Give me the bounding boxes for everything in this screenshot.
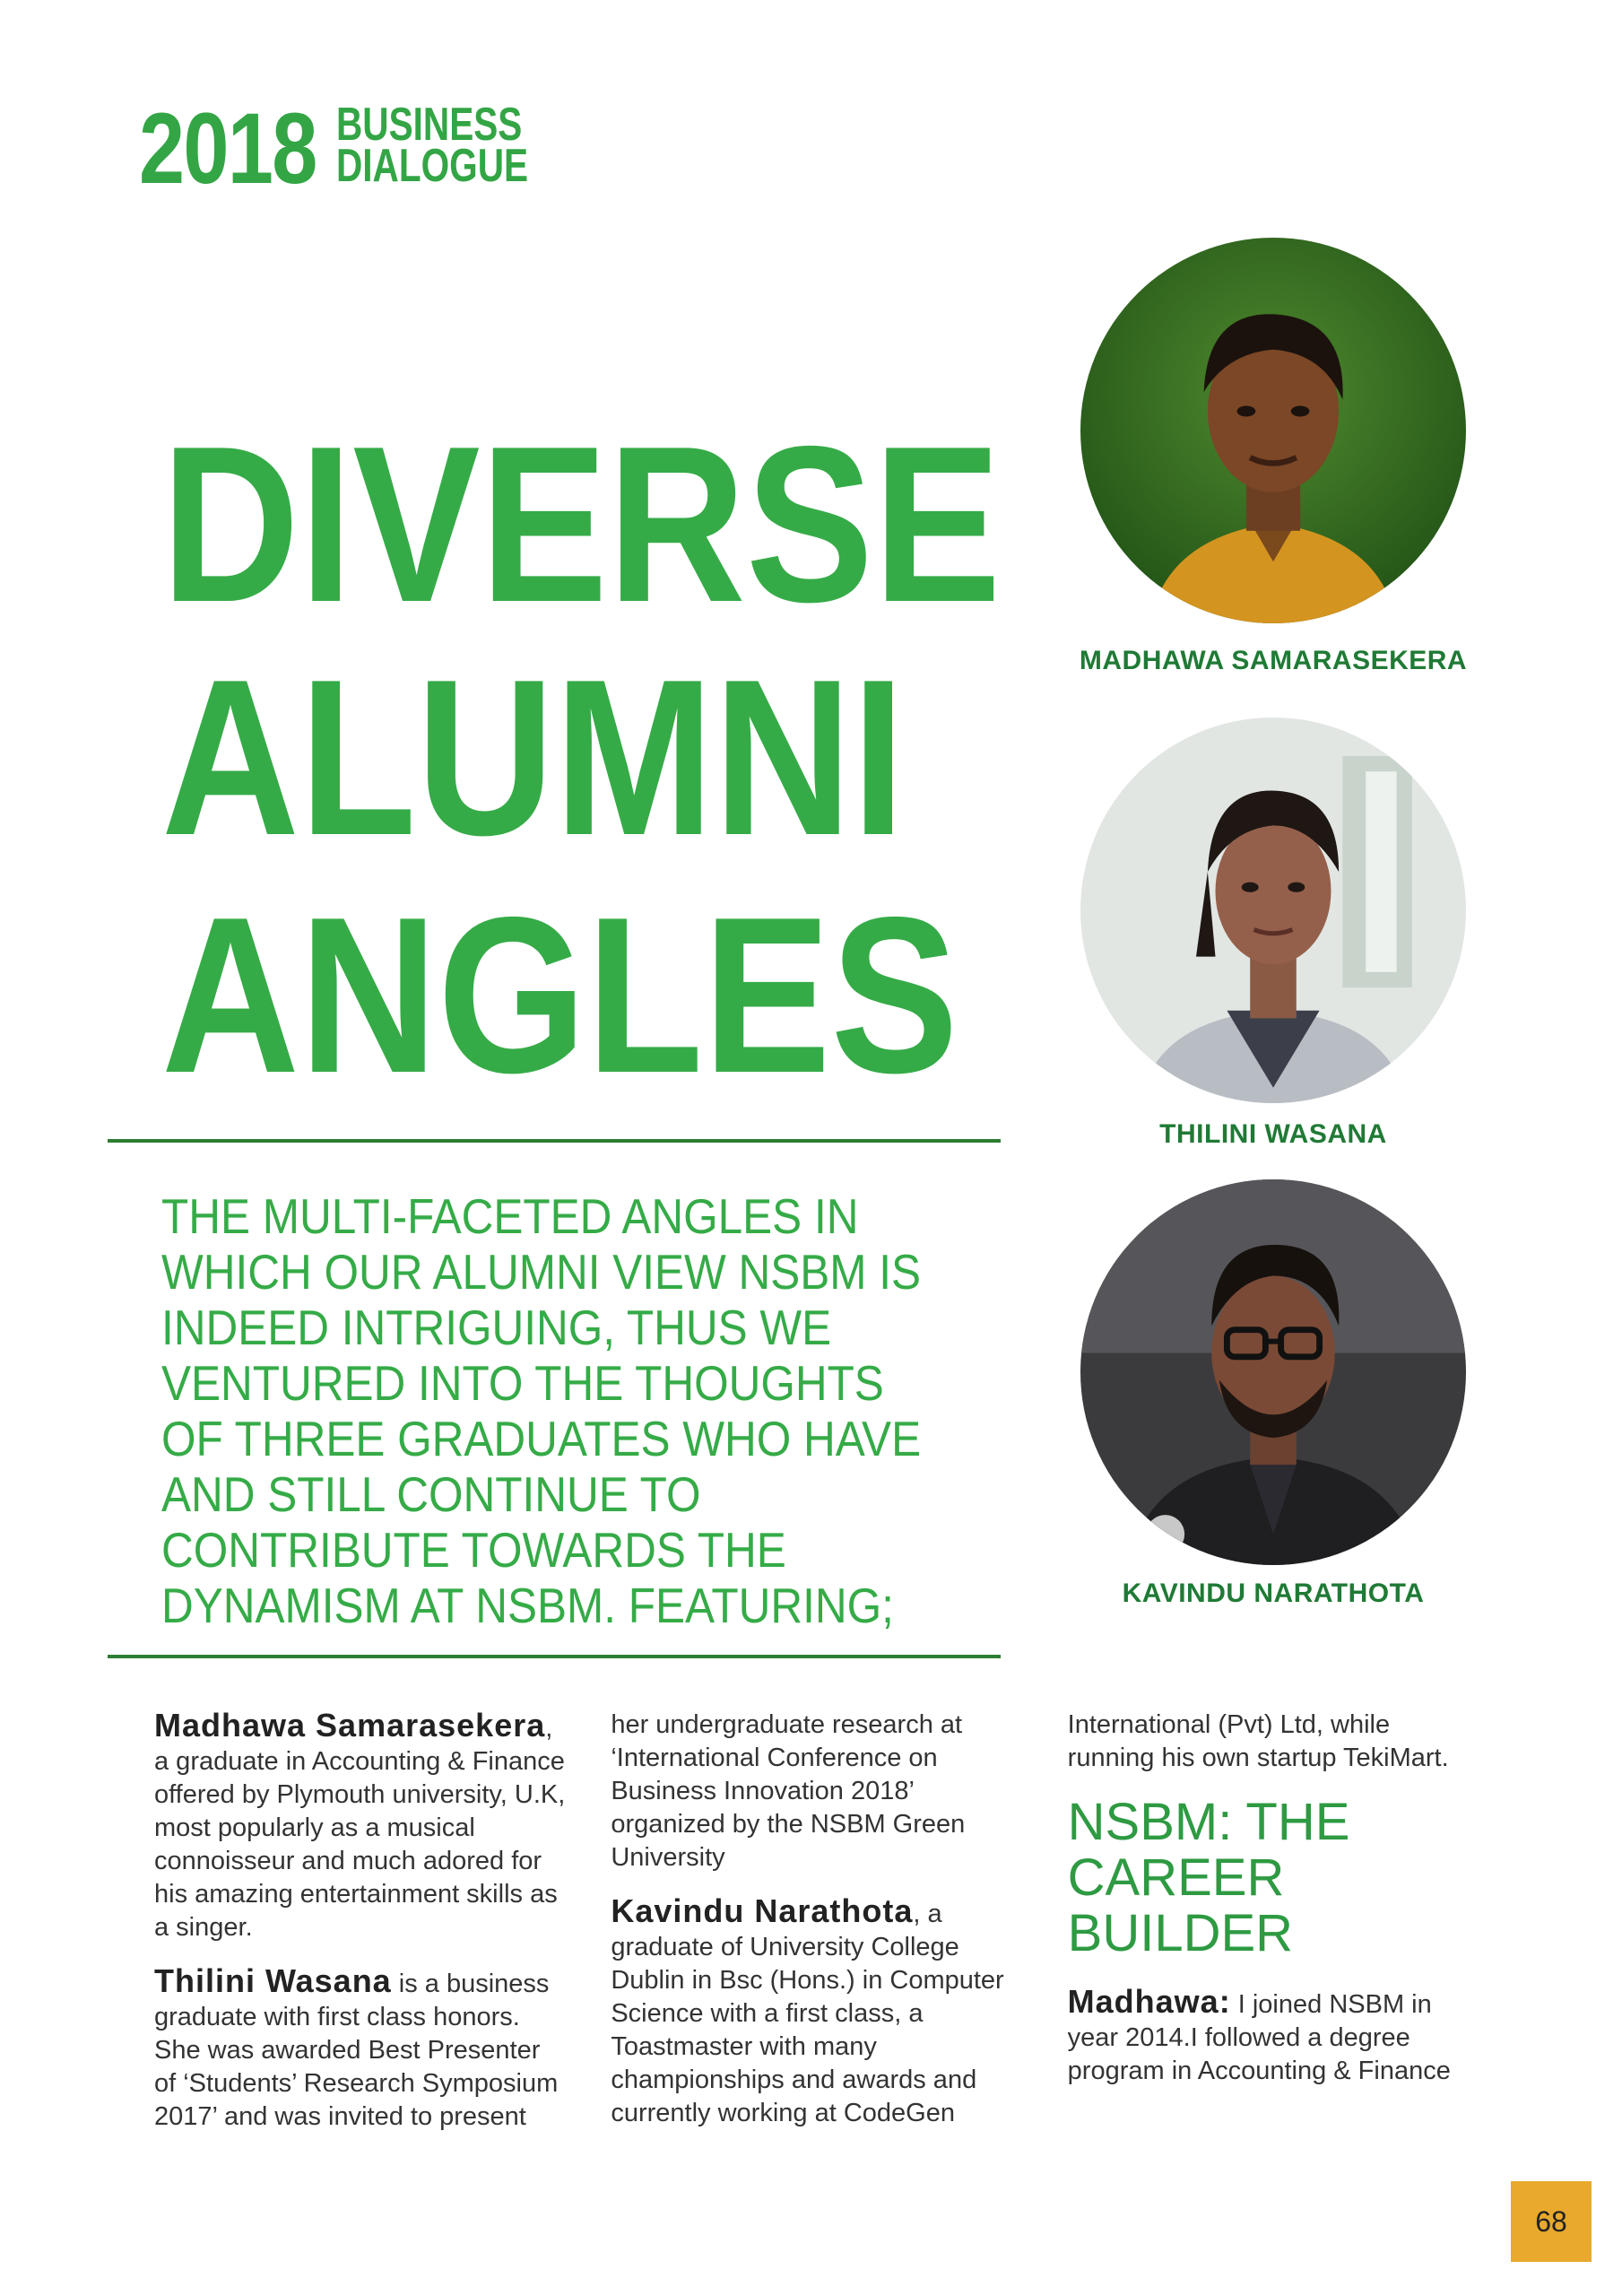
title-line-1: DIVERSE	[161, 399, 1002, 648]
profile-name-kavindu: KAVINDU NARATHOTA	[1122, 1578, 1425, 1608]
publication-name-line2: DIALOGUE	[336, 140, 529, 192]
article-body	[154, 1709, 1481, 2157]
section-subheading: NSBM: THE CAREER BUILDER	[1067, 1793, 1350, 1962]
publication-name	[336, 99, 529, 192]
intro-paragraph: THE MULTI-FACETED ANGLES IN WHICH OUR ALUMNI VIEW NSBM IS INDEED INTRIGUING, THUS WE VENTURED INTO THE THOUGHTS OF THREE GRADUATES WHO HAVE AND STILL CONTINUE TO CONTRIBUTE TOWARDS THE DYNAMISM AT NSBM. FEATURING;	[161, 1188, 922, 1633]
issue-year: 2018	[139, 92, 317, 204]
portrait-photo-icon	[1080, 1179, 1466, 1565]
portrait-photo-icon	[1080, 238, 1466, 623]
bio-name-thilini-flow: Thilini Wasana	[154, 1962, 392, 1999]
bio-name-kavindu: Kavindu Narathota	[611, 1892, 914, 1929]
bio-name-madhawa-flow: Madhawa Samarasekera	[154, 1707, 546, 1744]
page-number: 68	[1511, 2181, 1592, 2262]
portrait-kavindu-illustration	[1080, 1179, 1466, 1565]
portrait-photo-icon	[1080, 718, 1466, 1103]
publication-name-line1: BUSINESS	[336, 99, 523, 151]
bio-text-thilini-flow: is a business graduate with first class honors. She was awarded Best Presenter of ‘Students’ Research Symposium 2017’ and was invited to present her undergraduate research at ‘International Conference on Business Innovation 2018’ organized by the NSBM Green University	[154, 1710, 966, 2131]
profile-name-madhawa: MADHAWA SAMARASEKERA	[1079, 646, 1468, 675]
quote-madhawa	[1068, 1985, 1481, 2088]
title-line-2: ALUMNI	[161, 632, 906, 882]
divider-top	[108, 1139, 1001, 1143]
quote-speaker: Madhawa:	[1067, 1983, 1231, 2020]
bio-madhawa-flow	[154, 1709, 568, 1944]
profile-name-thilini: THILINI WASANA	[1159, 1119, 1387, 1149]
portrait-thilini-illustration	[1080, 718, 1466, 1103]
bio-text-kavindu: , a graduate of University College Dublin in Bsc (Hons.) in Computer Science with a first class, a Toastmaster with many championships and awards and currently working at CodeGen International (Pvt) Ltd, while running his own startup TekiMart.	[611, 1710, 1449, 2127]
portrait-madhawa-illustration	[1080, 238, 1466, 623]
divider-bottom	[108, 1655, 1001, 1658]
quote-text: I joined NSBM in year 2014.I followed a degree program in Accounting & Finance	[1067, 1990, 1451, 2085]
title-line-3: ANGLES	[161, 870, 958, 1119]
bio-text-madhawa-flow: , a graduate in Accounting & Finance offered by Plymouth university, U.K, most popularly as a musical connoisseur and much adored for his amazing entertainment skills as a singer.	[154, 1714, 566, 1942]
intro-text	[161, 1188, 936, 1633]
